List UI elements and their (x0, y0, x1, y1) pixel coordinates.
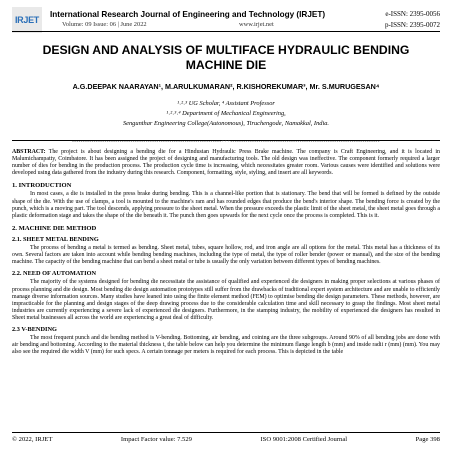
e-issn: e-ISSN: 2395-0056 (385, 10, 440, 18)
section-heading-sheet-metal-bending: 2.1. SHEET METAL BENDING (12, 235, 99, 243)
p-issn: p-ISSN: 2395-0072 (384, 21, 440, 29)
section-heading-need-of-automation: 2.2. NEED OF AUTOMATION (12, 270, 97, 278)
section-heading-v-bending: 2.3 V-BENDING (12, 325, 57, 333)
abstract-label: ABSTRACT: (12, 149, 46, 155)
section-text-need-of-automation: The majority of the systems designed for bending die necessitate the assistance of qualified and experienced die designers in making proper selections at various phases of process planning and die design. Most bending die design automation prototypes still suffer from the drawbacks of traditional expert system architecture and are unable to efficiently manage diverse information sources. Many studies have leaned into using the finite element method (FEM) to optimise bending die design parameters. These methods, however, are impracticable for the planning and design stages of the deep drawing process due to the considerable calculation time and skill necessary to grasp the findings. Most sheet metal industries are currently experiencing a severe lack of experienced die designers. Furthermore, in the stamping industry, the mobility of experienced die designers has resulted in Sheet metal businesses all across the world are experiencing a great deal of difficulty. (12, 279, 440, 321)
footer-impact-factor: Impact Factor value: 7.529 (120, 436, 192, 443)
paper-title-line2: MACHINE DIE (185, 58, 267, 72)
footer-copyright: © 2022, IRJET (12, 436, 53, 443)
paper-title (0, 43, 452, 73)
section-text-v-bending: The most frequent punch and die bending method is V-bending. Bottoming, air bending, and coining are the three subgroups. Around 90% of all bending jobs are done with air bending and bottoming. According to the material thickness t, the table below can help you determine the minimum flange length b (mm) and inside radii r (mm) (mm). You may also see the required die width V (mm) for such specs. A certain tonnage per meters is required for each process. This is depicted in the table (12, 335, 440, 356)
section-heading-introduction: 1. INTRODUCTION (12, 182, 72, 190)
volume-info: Volume: 09 Issue: 06 | June 2022 (62, 21, 147, 28)
section-text-introduction: In most cases, a die is installed in the press brake during bending. This is a channel-like portion that is stationary. The bend that will be formed is defined by the outside shape of the die. With the use of clamps, a tool is mounted to the machine's ram and has rounded edges that produce the bend's interior shape. The bending force is created by the punch, which is a moving part. The tool descends, applying pressure to the sheet metal. When the pressure exceeds the plastic limit of the sheet metal, the sheet metal goes through a plastic deformation stage and takes the shape of the die beneath it. The punch then goes upwards for the next cycle once the process is completed. This is it. (12, 191, 440, 219)
page-footer (12, 436, 440, 443)
paper-body (12, 149, 440, 356)
journal-website-link[interactable]: www.irjet.net (239, 21, 274, 28)
affiliation-college: Sengunthar Engineering College(Autonomous), Tiruchengode, Namakkal, India. (122, 120, 330, 127)
separator-line: ---------------------------------------------------------------------***--------------------------------------------------------------------- (72, 140, 380, 145)
section-heading-machine-die-method: 2. MACHINE DIE METHOD (12, 224, 97, 232)
paper-authors: A.G.DEEPAK NAARAYAN¹, M.ARULKUMARAN², R.KISHOREKUMAR³, Mr. S.MURUGESAN⁴ (72, 82, 380, 91)
footer-page-number: Page 398 (415, 436, 440, 443)
footer-iso: ISO 9001:2008 Certified Journal (260, 436, 348, 443)
section-text-sheet-metal-bending: The process of bending a metal is termed as bending. Sheet metal, tubes, square hollow, rod, and iron angle are all options for the metal. This metal has a thickness of its own. Several factors are taken into account while bending bending machines, including the type of metal, the type of roller bender (power or manual), and the size of the bending machine. The capacity of the bending machine that can bend a sheet metal or tube is usually the only variation between different types of bending machines. (12, 245, 440, 266)
paper-title-line1: DESIGN AND ANALYSIS OF MULTIFACE HYDRAULIC BENDING (42, 43, 410, 57)
journal-logo: IRJET (12, 7, 42, 33)
affiliation-roles: ¹˒²˒³ UG Scholar, ⁴ Assistant Professor (177, 100, 275, 107)
abstract-text: The project is about designing a bending die for a Hindustan Hydraulic Press Brake machine. The company is Craft Engineering, and it is located in Malumichampatty, Coimbatore. It has been assigned the project of designing and manufacturing tools. The old design was ineffective. The component formerly required a larger number of dies for bending in the production process. The production cycle time is increasing, which necessitates greater room. Various causes were identified and solutions were developed using data gathered from the industry during this research. Component, formatting, style, styling, and insert are all keywords. (12, 149, 440, 177)
abstract (12, 149, 440, 177)
affiliation-department: ¹˒²˒³˒⁴ Department of Mechanical Engineering, (166, 110, 286, 117)
journal-name: International Research Journal of Engineering and Technology (IRJET) (50, 10, 326, 19)
footer-rule (12, 432, 440, 433)
header-rule (12, 31, 440, 32)
